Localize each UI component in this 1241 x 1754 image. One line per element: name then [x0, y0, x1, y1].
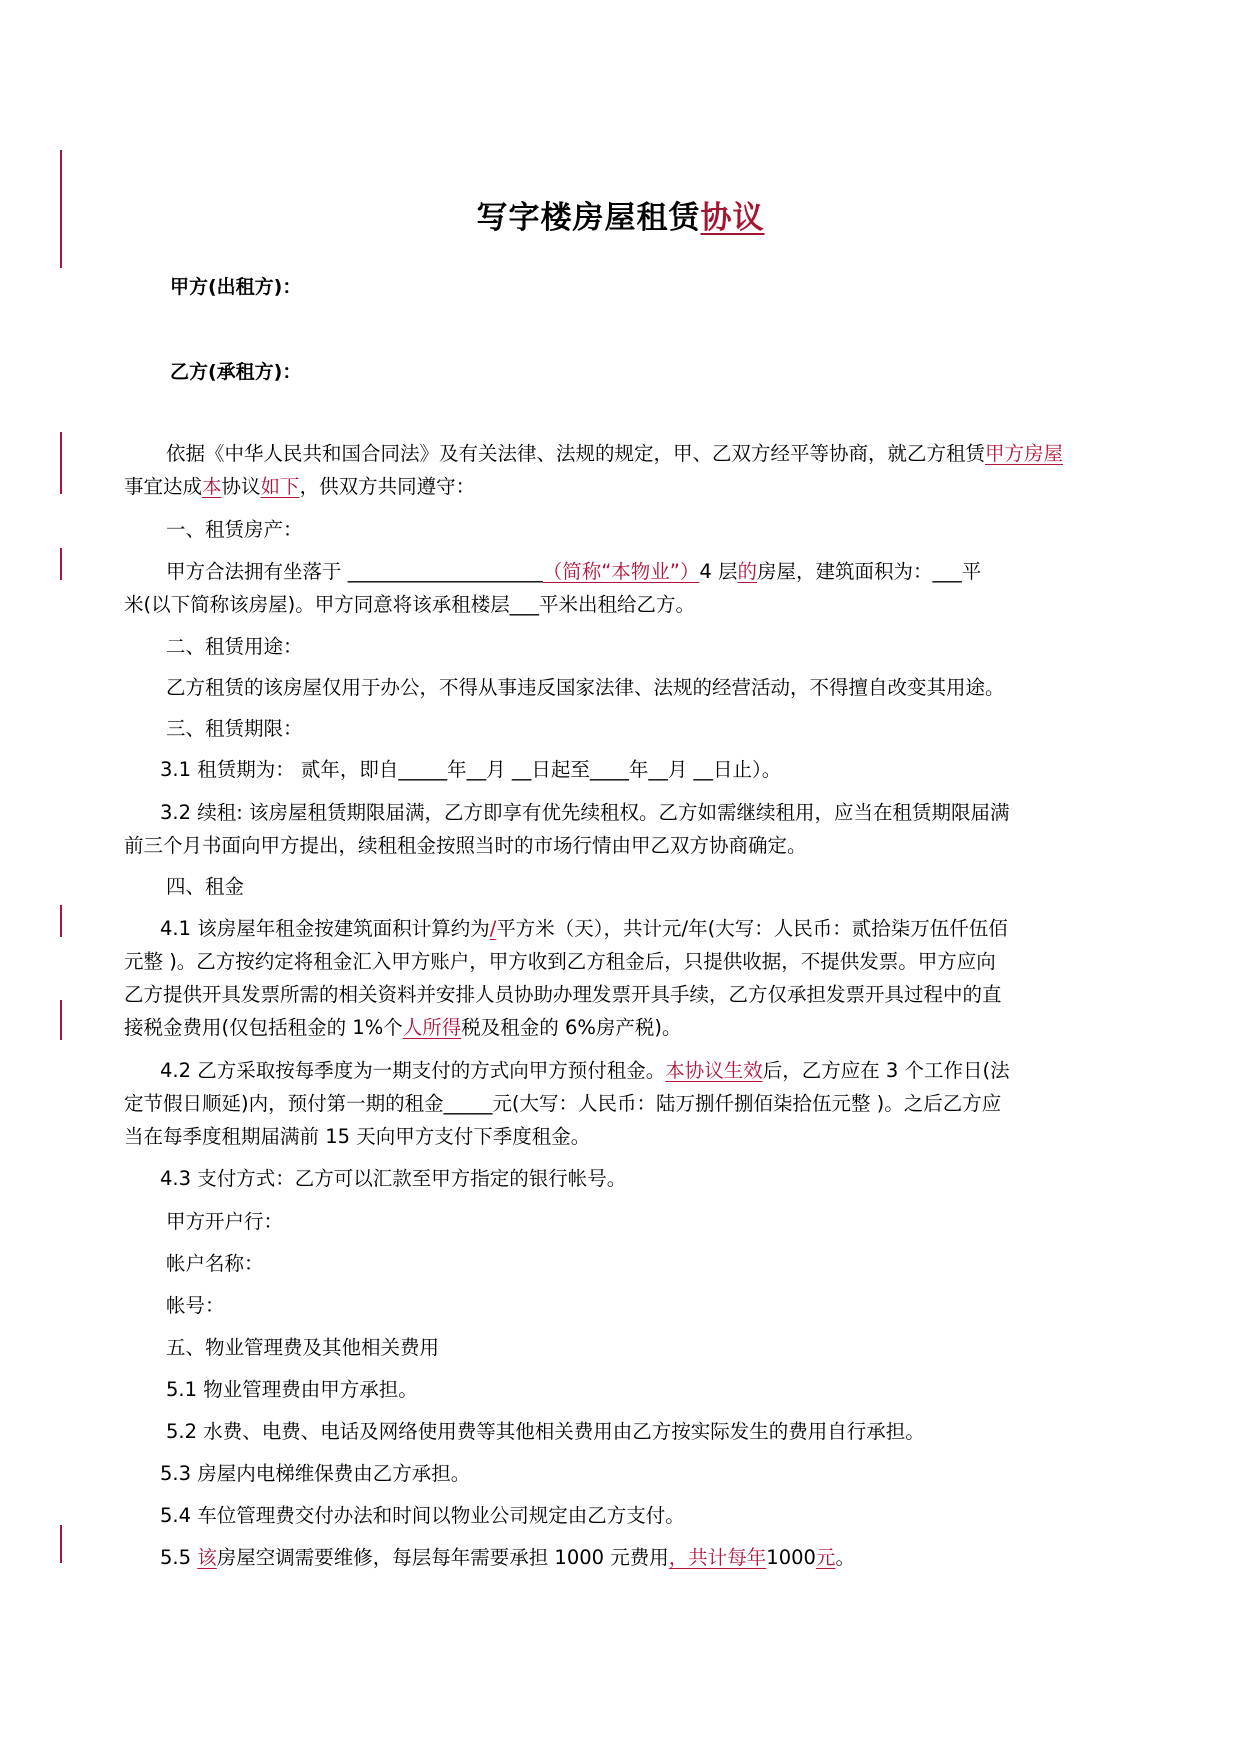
- inserted-text: 元: [815, 1546, 836, 1569]
- section-5-2: 5.2 水费、电费、电话及网络使用费等其他相关费用由乙方按实际发生的费用自行承担。: [166, 1420, 925, 1443]
- inserted-text: /: [489, 917, 497, 940]
- section-4-3: 4.3 支付方式：乙方可以汇款至甲方指定的银行帐号。: [160, 1167, 627, 1190]
- section-4-2-line-1: [160, 1054, 1010, 1087]
- section-4-1-line-3: 乙方提供开具发票所需的相关资料并安排人员协助办理发票开具手续，乙方仅承担发票开具过程中的直: [124, 983, 1002, 1006]
- section-5-heading: 五、物业管理费及其他相关费用: [166, 1336, 440, 1359]
- inserted-text: 该: [197, 1546, 217, 1569]
- section-1-text: 房屋，建筑面积为：___平: [757, 560, 982, 583]
- account-number-label: 帐号：: [166, 1294, 225, 1317]
- change-bar: [60, 905, 62, 937]
- inserted-text: 人所得: [402, 1016, 462, 1039]
- section-4-1-text: 税及租金的 6%房产税)。: [461, 1016, 682, 1039]
- section-4-2-text: 4.2 乙方采取按每季度为一期支付的方式向甲方预付租金。: [160, 1059, 666, 1082]
- section-1-line-2: 米(以下简称该房屋)。甲方同意将该承租楼层___平米出租给乙方。: [124, 593, 695, 616]
- section-4-2-line-3: 当在每季度租期届满前 15 天向甲方支付下季度租金。: [124, 1125, 591, 1148]
- section-3-1: 3.1 租赁期为： 贰年，即自_____年__月 __日起至____年__月 __日止）。: [160, 758, 782, 781]
- inserted-text: 甲方房屋: [985, 442, 1064, 465]
- title-revision: 协议: [700, 200, 765, 236]
- section-4-1-text: 接税金费用(仅包括租金的 1%个: [124, 1016, 403, 1039]
- section-5-5-text: 1000: [766, 1546, 816, 1569]
- section-5-5: [160, 1541, 855, 1574]
- section-5-1: 5.1 物业管理费由甲方承担。: [166, 1378, 418, 1401]
- section-3-heading: 三、租赁期限：: [166, 717, 303, 740]
- section-1-line-1: [166, 555, 981, 588]
- section-5-5-text: 5.5: [160, 1546, 198, 1569]
- inserted-text: ，共计每年: [668, 1546, 767, 1569]
- intro-text: 事宜达成: [124, 475, 203, 498]
- intro-text: 依据《中华人民共和国合同法》及有关法律、法规的规定，甲、乙双方经平等协商，就乙方租赁: [166, 442, 986, 465]
- section-4-1-line-1: [160, 912, 1008, 945]
- bank-label: 甲方开户行：: [166, 1210, 284, 1233]
- section-4-2-text: 后，乙方应在 3 个工作日(法: [762, 1059, 1010, 1082]
- section-4-1-text: 4.1 该房屋年租金按建筑面积计算约为: [160, 917, 490, 940]
- inserted-text: 如下: [260, 475, 300, 498]
- section-1-text: 甲方合法拥有坐落于 ____________________: [166, 560, 543, 583]
- section-5-5-text: 房屋空调需要维修，每层每年需要承担 1000 元费用: [216, 1546, 669, 1569]
- section-1-text: 4 层: [699, 560, 738, 583]
- change-bar: [60, 548, 62, 580]
- section-2-heading: 二、租赁用途：: [166, 635, 303, 658]
- section-5-5-text: 。: [835, 1546, 855, 1569]
- change-bar: [60, 1525, 62, 1563]
- section-4-1-line-2: 元整 )。乙方按约定将租金汇入甲方账户，甲方收到乙方租金后，只提供收据，不提供发票。甲方应向: [124, 950, 996, 973]
- party-a-label: 甲方(出租方)：: [170, 276, 302, 298]
- intro-line-2: [124, 470, 475, 503]
- section-4-1-line-4: [124, 1011, 682, 1044]
- section-5-4: 5.4 车位管理费交付办法和时间以物业公司规定由乙方支付。: [160, 1504, 685, 1527]
- section-3-2-line-2: 前三个月书面向甲方提出，续租租金按照当时的市场行情由甲乙双方协商确定。: [124, 834, 807, 857]
- section-4-1-text: 平方米（天），共计元/年(大写：人民币：贰拾柒万伍仟伍佰: [496, 917, 1008, 940]
- change-bar: [60, 432, 62, 494]
- section-4-2-line-2: 定节假日顺延)内，预付第一期的租金_____元(大写：人民币：陆万捌仟捌佰柒拾伍元整 )。之后乙方应: [124, 1092, 1002, 1115]
- section-4-heading: 四、租金: [166, 875, 245, 898]
- change-bar: [60, 1000, 62, 1040]
- inserted-text: 本协议生效: [665, 1059, 763, 1082]
- account-name-label: 帐户名称：: [166, 1252, 264, 1275]
- intro-text: 协议: [221, 475, 261, 498]
- inserted-text: （简称“本物业”）: [542, 560, 700, 583]
- section-1-heading: 一、租赁房产：: [166, 518, 303, 541]
- section-2-text: 乙方租赁的该房屋仅用于办公，不得从事违反国家法律、法规的经营活动，不得擅自改变其用途。: [166, 676, 1005, 699]
- document-title: [0, 192, 1241, 237]
- title-main: 写字楼房屋租赁: [476, 200, 701, 236]
- inserted-text: 的: [737, 560, 758, 583]
- inserted-text: 本: [202, 475, 222, 498]
- section-5-3: 5.3 房屋内电梯维保费由乙方承担。: [160, 1462, 471, 1485]
- intro-line-1: [166, 437, 1063, 470]
- party-b-label: 乙方(承租方)：: [170, 361, 302, 383]
- section-3-2-line-1: 3.2 续租: 该房屋租赁期限届满，乙方即享有优先续租权。乙方如需继续租用，应当在租赁期限届满: [160, 801, 1010, 824]
- intro-text: ，供双方共同遵守：: [299, 475, 476, 498]
